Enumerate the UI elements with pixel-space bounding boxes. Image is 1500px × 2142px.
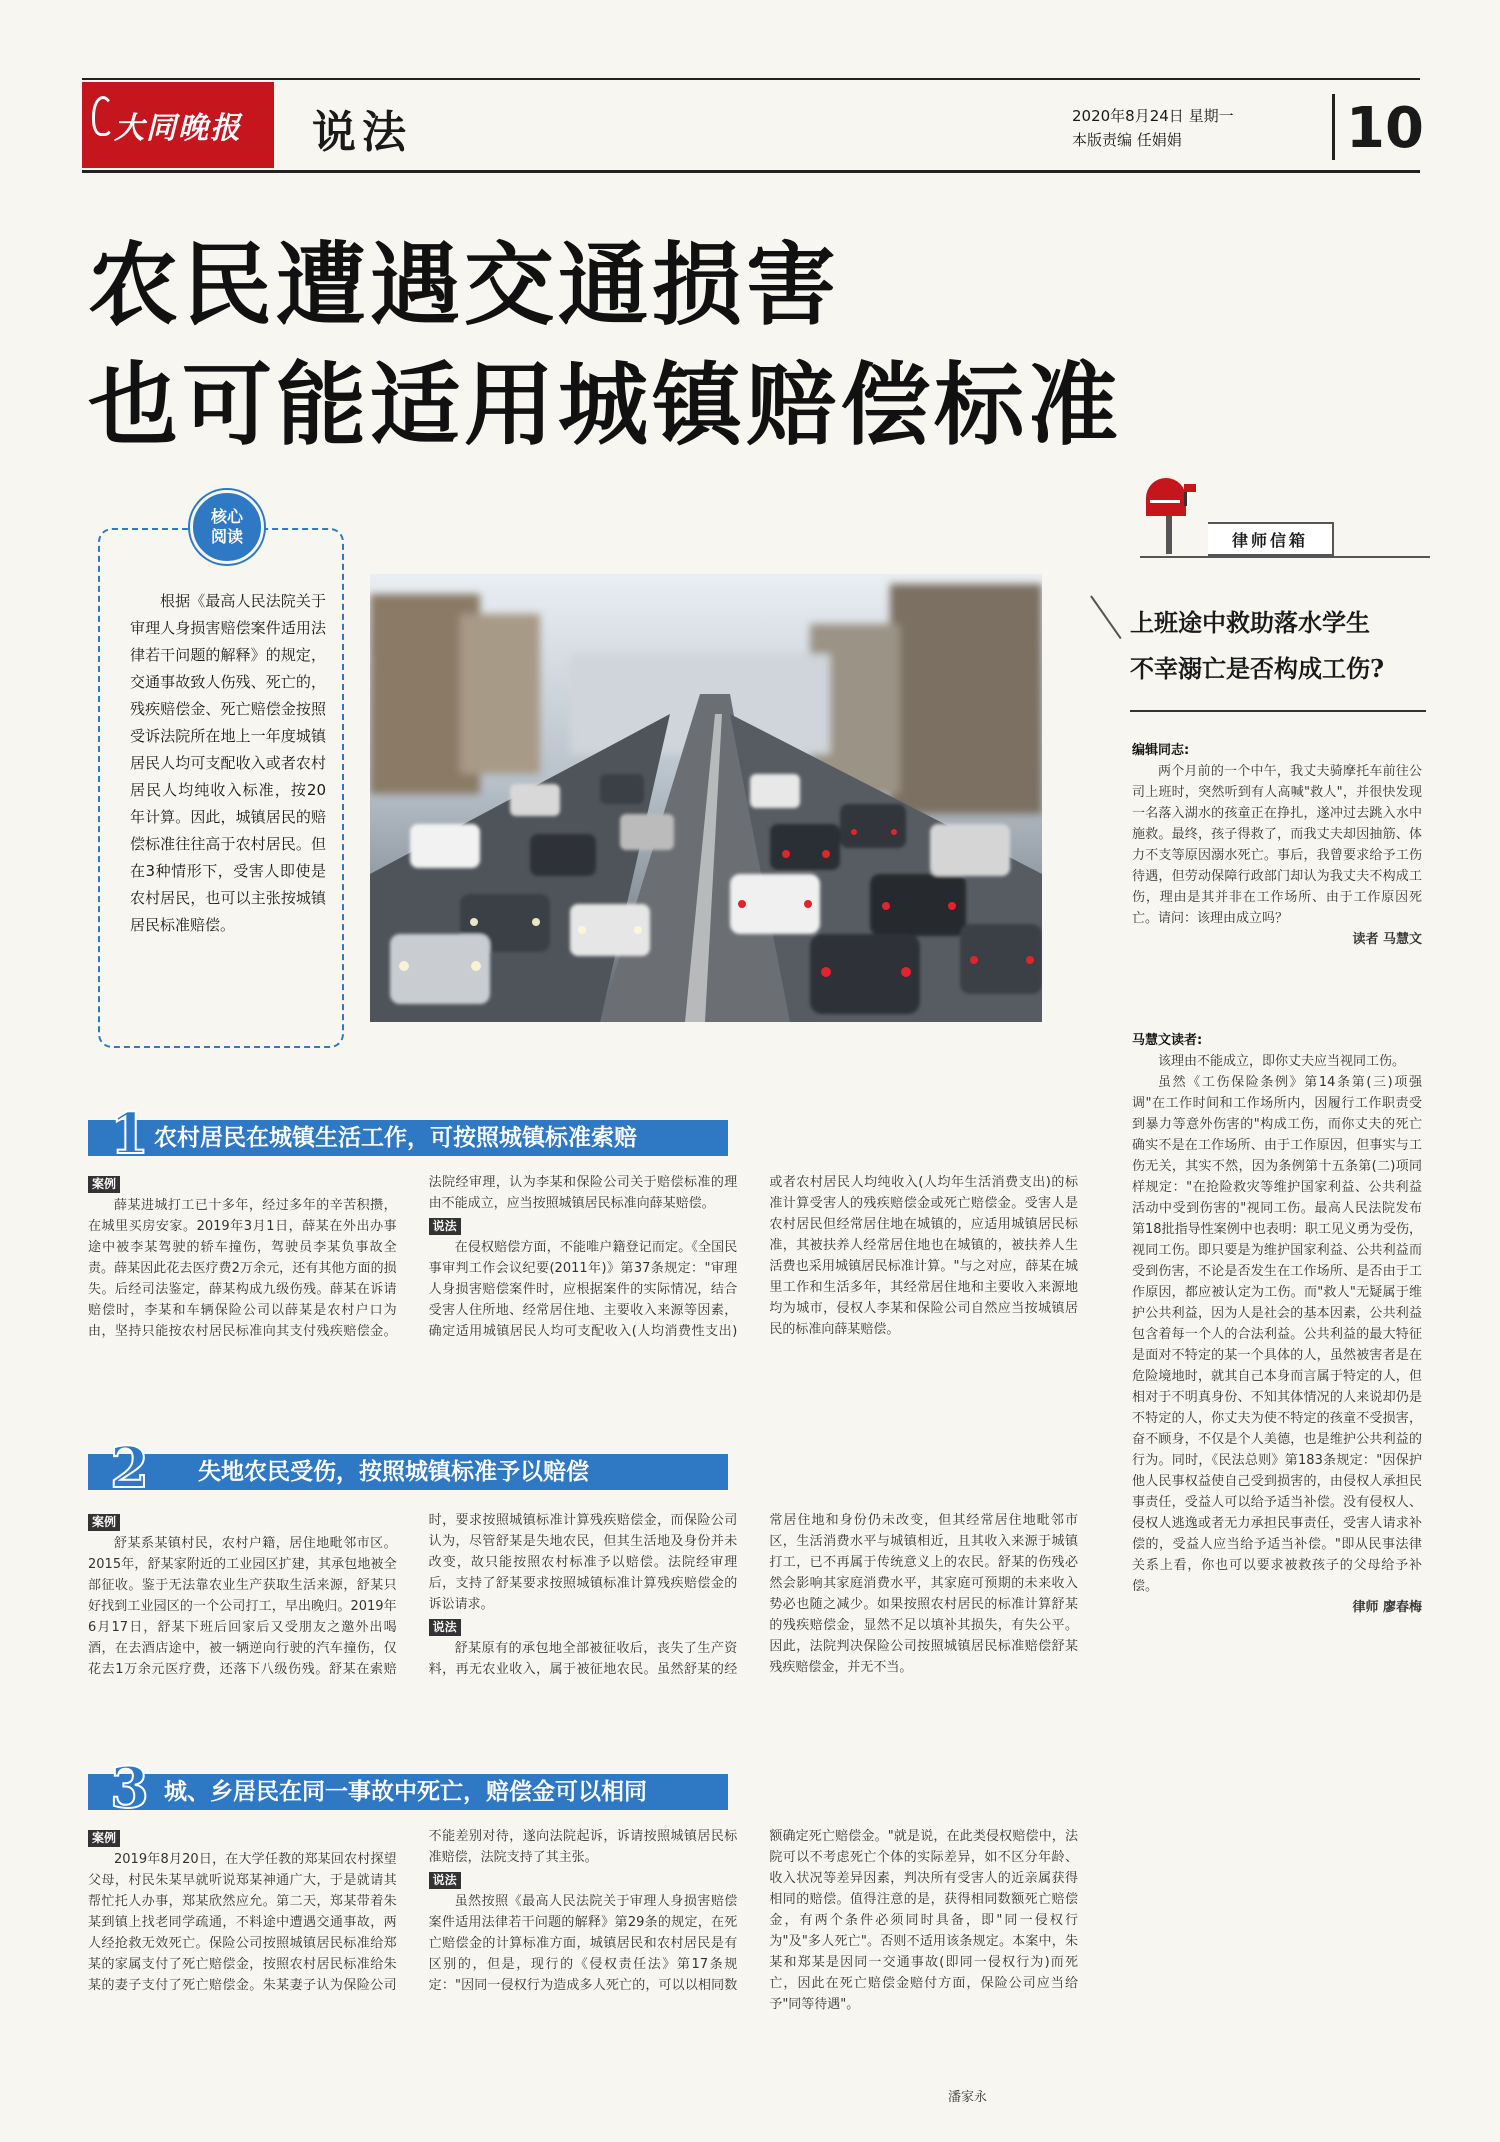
question-title-line-2: 不幸溺亡是否构成工伤? xyxy=(1130,654,1385,683)
reply-salutation: 马慧文读者: xyxy=(1132,1033,1203,1048)
page-editor: 本版责编 任娟娟 xyxy=(1072,131,1182,149)
header-bottom-rule xyxy=(82,170,1420,173)
masthead-logo xyxy=(82,82,274,168)
mailbox-diagonal xyxy=(1090,595,1121,639)
section-3-case: 2019年8月20日，在大学任教的郑某回农村探望父母，村民朱某早就听说郑某神通广大，于是就请其帮忙托人办事，郑某欣然应允。第二天，郑某带着朱某到镇上找老同学疏通，不料途中遭遇交通事故，两人经抢救无效死亡。保险公司按照城镇居民标准给郑某的家属支付了死亡赔偿金，按照农村居民标准给朱某的妻子支付了死亡赔偿金。朱某妻子认为保险公司不能差别对待，遂向法院起诉，诉请按照城镇居民标准赔偿，法院支持了其主张。 xyxy=(88,1829,738,1993)
reply-paragraph-2: 虽然《工伤保险条例》第14条第(三)项强调"在工作时间和工作场所内，因履行工作职责受到暴力等意外伤害的"构成工伤，而你丈夫的死亡确实不是在工作场所、由于工作原因，但事实与工伤无关，其实不然，因为条例第十五条第(二)项同样规定："在抢险救灾等维护国家利益、公共利益活动中受到伤害的"视同工伤。最高人民法院发布第18批指导性案例中也表明：职工见义勇为受伤，视同工伤。即只要是为维护国家利益、公共利益而受到伤害，不论是否发生在工作场所、是否由于工作原因，都应被认定为工伤。而"救人"无疑属于维护公共利益，因为人是社会的基本因素，公共利益包含着每一个人的合法利益。公共利益的最大特征是面对不特定的某一个具体的人，虽然被害者是在危险境地时，就其自己本身而言属于特定的人，但相对于不明真身份、不知其体情况的人来说却仍是不特定的人，你丈夫为使不特定的孩童不受损害，奋不顾身，不仅是个人美德，也是维护公共利益的行为。同时，《民法总则》第183条规定："因保护他人民事权益使自己受到损害的，由侵权人承担民事责任，受益人可以给予适当补偿。没有侵权人、侵权人逃逸或者无力承担民事责任，受害人请求补偿的，受益人应当给予适当补偿。"即从民事法律关系上看，你也可以要求被救孩子的父母给予补偿。 xyxy=(1132,1075,1422,1594)
core-reading-text: 根据《最高人民法院关于审理人身损害赔偿案件适用法律若干问题的解释》的规定，交通事故致人伤残、死亡的，残疾赔偿金、死亡赔偿金按照受诉法院所在地上一年度城镇居民人均可支配收入或者农村居民人均纯收入标准，按20年计算。因此，城镇居民的赔偿标准往往高于农村居民。但在3种情形下，受害人即使是农村居民，也可以主张按城镇居民标准赔偿。 xyxy=(130,592,326,934)
section-2-banner xyxy=(88,1435,728,1501)
question-title-line-1: 上班途中救助落水学生 xyxy=(1130,608,1370,637)
date-editor-block xyxy=(1072,104,1234,152)
section-2-case: 舒某系某镇村民，农村户籍，居住地毗邻市区。2015年，舒某家附近的工业园区扩建，其承包地被全部征收。鉴于无法靠农业生产获取生活来源，舒某只好找到工业园区的一个公司打工，早出晚归。2019年6月17日，舒某下班后回家后又受朋友之邀外出喝酒，在去酒店途中，被一辆逆向行驶的汽车撞伤，仅花去1万余元医疗费，还落下八级伤残。舒某在索赔时，要求按照城镇标准计算残疾赔偿金，而保险公司认为，尽管舒某是失地农民，但其生活地及身份并未改变，故只能按照农村标准予以赔偿。法院经审理后，支持了舒某要求按照城镇标准计算残疾赔偿金的诉讼请求。 xyxy=(88,1513,738,1677)
section-3-law: 虽然按照《最高人民法院关于审理人身损害赔偿案件适用法律若干问题的解释》第29条的规定，在死亡赔偿金的计算标准方面，城镇居民和农村居民是有区别的，但是，现行的《侵权责任法》第17条规定："因同一侵权行为造成多人死亡的，可以以相同数额确定死亡赔偿金。"就是说，在此类侵权赔偿中，法院可以不考虑死亡个体的实际差异，如不区分年龄、收入状况等差异因素，判决所有受害人的近亲属获得相同的赔偿。值得注意的是，获得相同数额死亡赔偿金，有两个条件必须同时具备，即"同一侵权行为"及"多人死亡"。否则不适用该条规定。本案中，朱某和郑某是因同一交通事故(即同一侵权行为)而死亡，因此在死亡赔偿金赔付方面，保险公司应当给予"同等待遇"。 xyxy=(428,1829,1078,2012)
issue-date: 2020年8月24日 星期一 xyxy=(1072,107,1234,125)
letter-salutation: 编辑同志: xyxy=(1132,743,1190,758)
section-2-title: 失地农民受伤，按照城镇标准予以赔偿 xyxy=(198,1458,589,1485)
traffic-photo-illustration xyxy=(370,574,1042,1022)
mailbox-rule xyxy=(1140,556,1430,558)
main-headline xyxy=(88,225,1122,465)
section-2-law-tag: 说法 xyxy=(429,1619,461,1636)
section-3-case-tag: 案例 xyxy=(88,1830,120,1847)
mailbox-icon xyxy=(1140,476,1200,554)
question-title-rule xyxy=(1130,710,1426,712)
badge-line-1: 核心 xyxy=(210,507,243,526)
section-1-law-tag: 说法 xyxy=(429,1218,461,1235)
reader-letter xyxy=(1132,740,1422,950)
section-2-number: 2 xyxy=(110,1435,149,1501)
section-name: 说法 xyxy=(312,107,412,158)
headline-line-1: 农民遭遇交通损害 xyxy=(88,232,840,338)
section-2-case-tag: 案例 xyxy=(88,1514,120,1531)
section-1-banner xyxy=(88,1101,728,1167)
badge-line-2: 阅读 xyxy=(210,527,243,546)
section-1-title: 农村居民在城镇生活工作，可按照城镇标准索赔 xyxy=(154,1124,637,1151)
masthead-text: 大同晚报 xyxy=(114,111,242,146)
letter-signature: 读者 马慧文 xyxy=(1352,932,1422,947)
section-3-title: 城、乡居民在同一事故中死亡，赔偿金可以相同 xyxy=(164,1778,647,1805)
section-1-case: 薛某进城打工已十多年，经过多年的辛苦积攒，在城里买房安家。2019年3月1日，薛某在外出办事途中被李某驾驶的轿车撞伤，驾驶员李某负事故全责。薛某因此花去医疗费2万余元，还有其他方面的损失。后经司法鉴定，薛某构成九级伤残。薛某在诉请赔偿时，李某和车辆保险公司以薛某是农村户口为由，坚持只能按农村居民标准向其支付残疾赔偿金。法院经审理，认为李某和保险公司关于赔偿标准的理由不能成立，应当按照城镇居民标准向薛某赔偿。 xyxy=(88,1175,738,1339)
section-3-body xyxy=(88,1826,1078,2076)
section-3-law-tag: 说法 xyxy=(429,1872,461,1889)
reply-paragraph-1: 该理由不能成立，即你丈夫应当视同工伤。 xyxy=(1158,1054,1406,1069)
flame-icon xyxy=(92,96,114,136)
section-2-law: 舒某原有的承包地全部被征收后，丧失了生产资料，再无农业收入，属于被征地农民。虽然舒某的经常居住地和身份仍未改变，但其经常居住地毗邻市区，生活消费水平与城镇相近，且其收入来源于城镇打工，已不再属于传统意义上的农民。舒某的伤残必然会影响其家庭消费水平，其家庭可预期的未来收入势必也随之减少。如果按照农村居民的标准计算舒某的残疾赔偿金，显然不足以填补其损失，有失公平。因此，法院判决保险公司按照城镇居民标准赔偿舒某残疾赔偿金，并无不当。 xyxy=(428,1513,1078,1677)
reply-signature: 律师 廖春梅 xyxy=(1352,1600,1422,1615)
section-3-banner xyxy=(88,1755,728,1821)
section-1-case-tag: 案例 xyxy=(88,1176,120,1193)
section-2-body xyxy=(88,1510,1078,1746)
letter-body: 两个月前的一个中午，我丈夫骑摩托车前往公司上班时，突然听到有人高喊"救人"，并很快发现一名落入湖水的孩童正在挣扎，遂冲过去跳入水中施救。最终，孩子得救了，而我丈夫却因抽筋、体力不支等原因溺水死亡。事后，我曾要求给予工伤待遇，但劳动保障行政部门却认为我丈夫不构成工伤，理由是其并非在工作场所、由于工作原因死亡。请问：该理由成立吗？ xyxy=(1132,764,1422,926)
section-3-number: 3 xyxy=(110,1755,149,1821)
header-top-rule xyxy=(82,78,1420,80)
mailbox-question-title xyxy=(1130,600,1430,692)
traffic-photo xyxy=(370,574,1042,1022)
section-3-author: 潘家永 xyxy=(948,2090,988,2105)
header-divider xyxy=(1332,94,1335,160)
page-number: 10 xyxy=(1346,96,1424,161)
lawyer-mailbox-label: 律师信箱 xyxy=(1208,522,1334,556)
section-1-body xyxy=(88,1172,1078,1408)
section-1-law: 在侵权赔偿方面，不能唯户籍登记而定。《全国民事审判工作会议纪要(2011年)》第37条规定："审理人身损害赔偿案件时，应根据案件的实际情况，结合受害人住所地、经常居住地、主要收入来源等因素，确定适用城镇居民人均可支配收入(人均消费性支出)或者农村居民人均纯收入(人均年生活消费支出)的标准计算受害人的残疾赔偿金或死亡赔偿金。受害人是农村居民但经常居住地在城镇的，应适用城镇居民标准，其被扶养人经常居住地也在城镇的，被扶养人生活费也采用城镇居民标准计算。"与之对应，薛某在城里工作和生活多年，其经常居住地和主要收入来源地均为城市，侵权人李某和保险公司自然应当按城镇居民的标准向薛某赔偿。 xyxy=(428,1175,1078,1339)
lawyer-reply xyxy=(1132,1030,1422,1618)
core-reading-badge xyxy=(190,490,264,564)
headline-line-2: 也可能适用城镇赔偿标准 xyxy=(88,352,1122,458)
section-1-number: 1 xyxy=(110,1101,149,1167)
